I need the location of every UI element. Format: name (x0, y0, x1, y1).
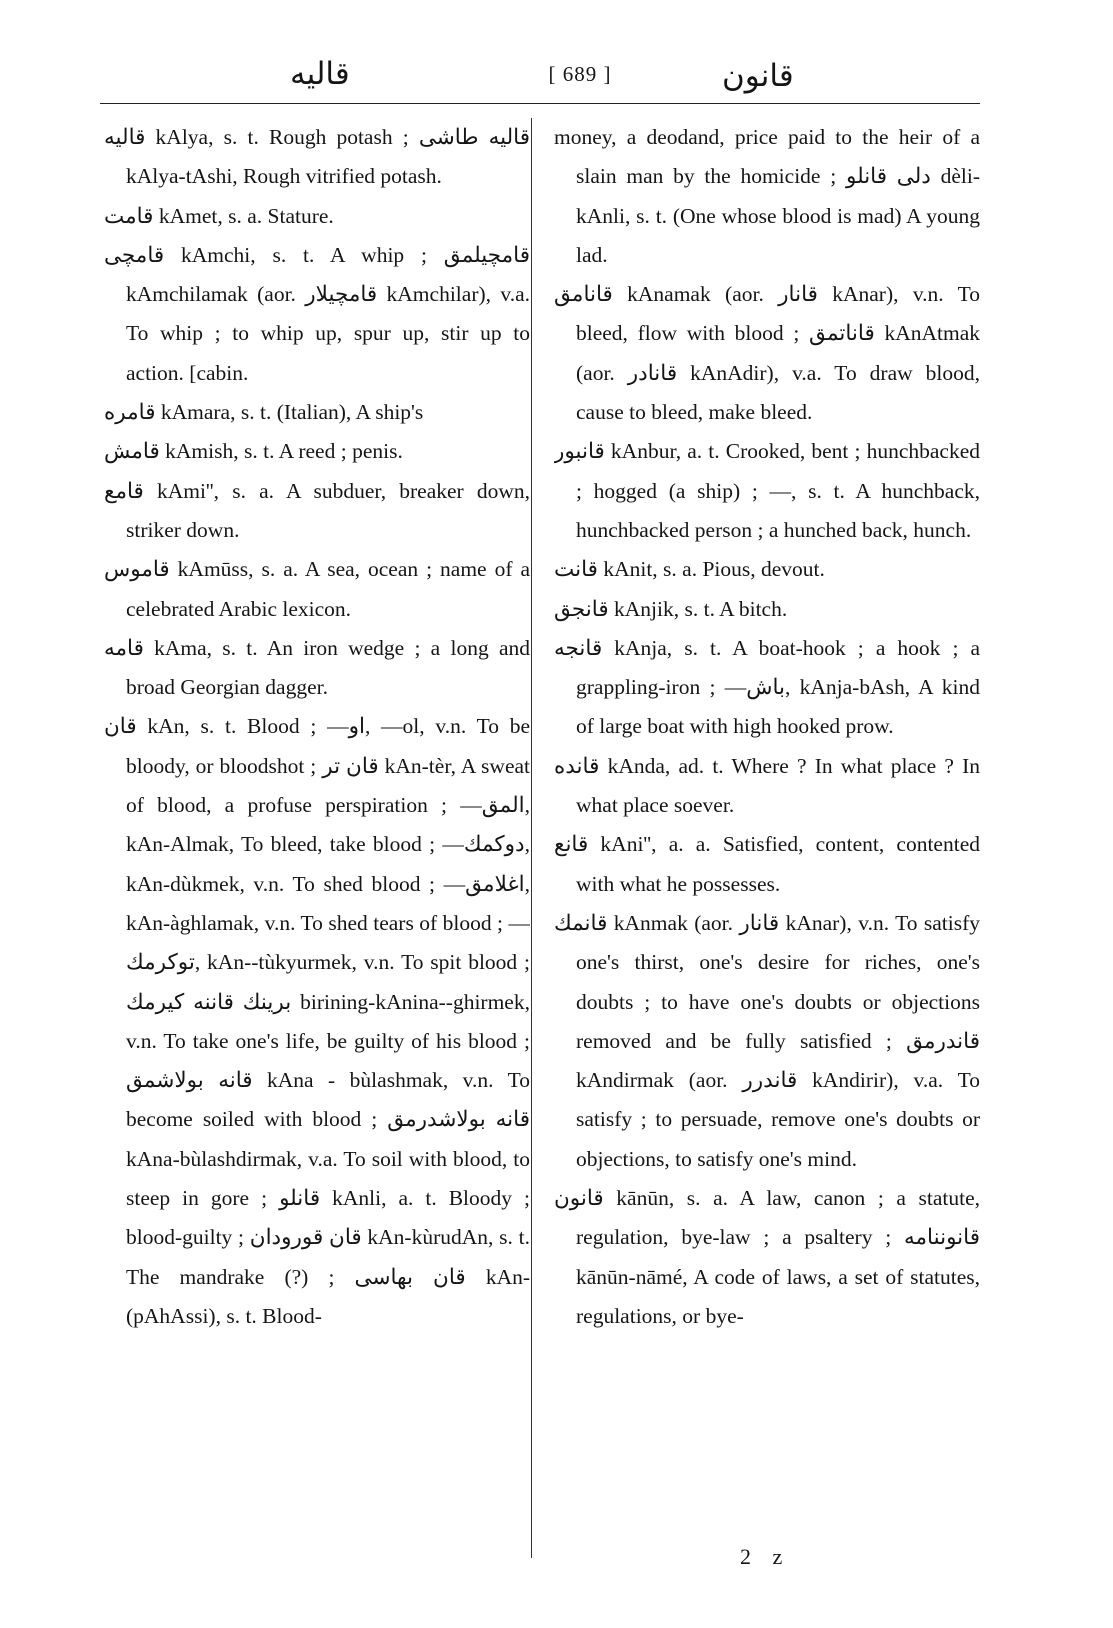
entry-kani: قانع kAni'', a. a. Satisfied, content, contented with what he possesses. (554, 832, 980, 896)
entry-kanamak: قانامق kAnamak (aor. قانار kAnar), v.n. To bleed, flow with blood ; قاناتمق kAnAtmak (aor. قانادر kAnAdir), v.a. To draw blood, cause to bleed, make bleed. (554, 282, 980, 425)
entry-kan: قان kAn, s. t. Blood ; —او, —ol, v.n. To be bloody, or bloodshot ; قان تر kAn-tèr, A sweat of blood, a profuse perspiration ; —المق, kAn-Almak, To bleed, take blood ; —دوكمك, kAn-dùkmek, v.n. To shed blood ; —اغلامق, kAn-àghlamak, v.n. To shed tears of blood ; —توكرمك, kAn--tùkyurmek, v.n. To spit blood ; برينك قاننه كيرمك birining-kAnina--ghirmek, v.n. To take one's life, be guilty of his blood ; قانه بولاشمق kAna - bùlashmak, v.n. To become soiled with blood ; قانه بولاشدرمق kAna-bùlashdirmak, v.a. To soil with blood, to steep in gore ; قانلو kAnli, a. t. Bloody ; blood-guilty ; قان قورودان kAn-kùrudAn, s. t. The mandrake (?) ; قان بهاسى kAn-(pAhAssi), s. t. Blood- (104, 714, 530, 1328)
right-column (554, 118, 980, 1528)
entry-kanjik: قانجق kAnjik, s. t. A bitch. (554, 596, 788, 621)
entry-kami: قامع kAmi'', s. a. A subduer, breaker down, striker down. (104, 478, 530, 542)
entry-kamish: قامش kAmish, s. t. A reed ; penis. (104, 439, 403, 464)
entry-kamara: قامره kAmara, s. t. (Italian), A ship's (104, 400, 424, 425)
header-rule (100, 103, 980, 104)
entry-kanbur: قانبور kAnbur, a. t. Crooked, bent ; hunchbacked ; hogged (a ship) ; —, s. t. A hunchback, hunchbacked person ; a hunched back, hunch. (554, 439, 980, 542)
entry-kama: قامه kAma, s. t. An iron wedge ; a long and broad Georgian dagger. (104, 635, 530, 700)
column-divider (531, 118, 532, 1558)
entry-kanmak: قانمك kAnmak (aor. قانار kAnar), v.n. To satisfy one's thirst, one's desire for riches, one's doubts ; to have one's doubts or objections removed and be fully satisfied ; قاندرمق kAndirmak (aor. قاندرر kAndirir), v.a. To satisfy ; to persuade, remove one's doubts or objections, to satisfy one's mind. (554, 910, 980, 1171)
entry-kanit: قانت kAnit, s. a. Pious, devout. (554, 557, 825, 582)
entry-kamet: قامت kAmet, s. a. Stature. (104, 203, 334, 228)
entry-kalya: قاليه kAlya, s. t. Rough potash ; قاليه طاشى kAlya-tAshi, Rough vitrified potash. (104, 125, 530, 189)
entry-kamuss: قاموس kAmūss, s. a. A sea, ocean ; name of a celebrated Arabic lexicon. (104, 557, 530, 621)
header-right-word: قانون (722, 58, 794, 94)
entry-kanun: قانون kānūn, s. a. A law, canon ; a statute, regulation, bye-law ; a psaltery ; قانوننامه kānūn-nāmé, A code of laws, a set of statutes, regulations, or bye- (554, 1186, 980, 1328)
signature-mark: 2 z (740, 1544, 791, 1569)
page-number: [ 689 ] (548, 62, 612, 86)
entry-kan-continued: money, a deodand, price paid to the heir of a slain man by the homicide ; دلى قانلو dèli-kAnli, s. t. (One whose blood is mad) A young lad. (554, 125, 980, 267)
running-head (100, 52, 980, 104)
entry-kanja: قانجه kAnja, s. t. A boat-hook ; a hook ; a grappling-iron ; —باش, kAnja-bAsh, A kind of large boat with high hooked prow. (554, 635, 980, 739)
entry-kanda: قانده kAnda, ad. t. Where ? In what place ? In what place soever. (554, 753, 980, 818)
header-left-word: قاليه (290, 56, 350, 92)
entry-kamchi: قامچى kAmchi, s. t. A whip ; قامچيلمق kAmchilamak (aor. قامچيلار kAmchilar), v.a. To whip ; to whip up, spur up, stir up to action. [cabin. (104, 242, 530, 385)
left-column (104, 118, 530, 1528)
